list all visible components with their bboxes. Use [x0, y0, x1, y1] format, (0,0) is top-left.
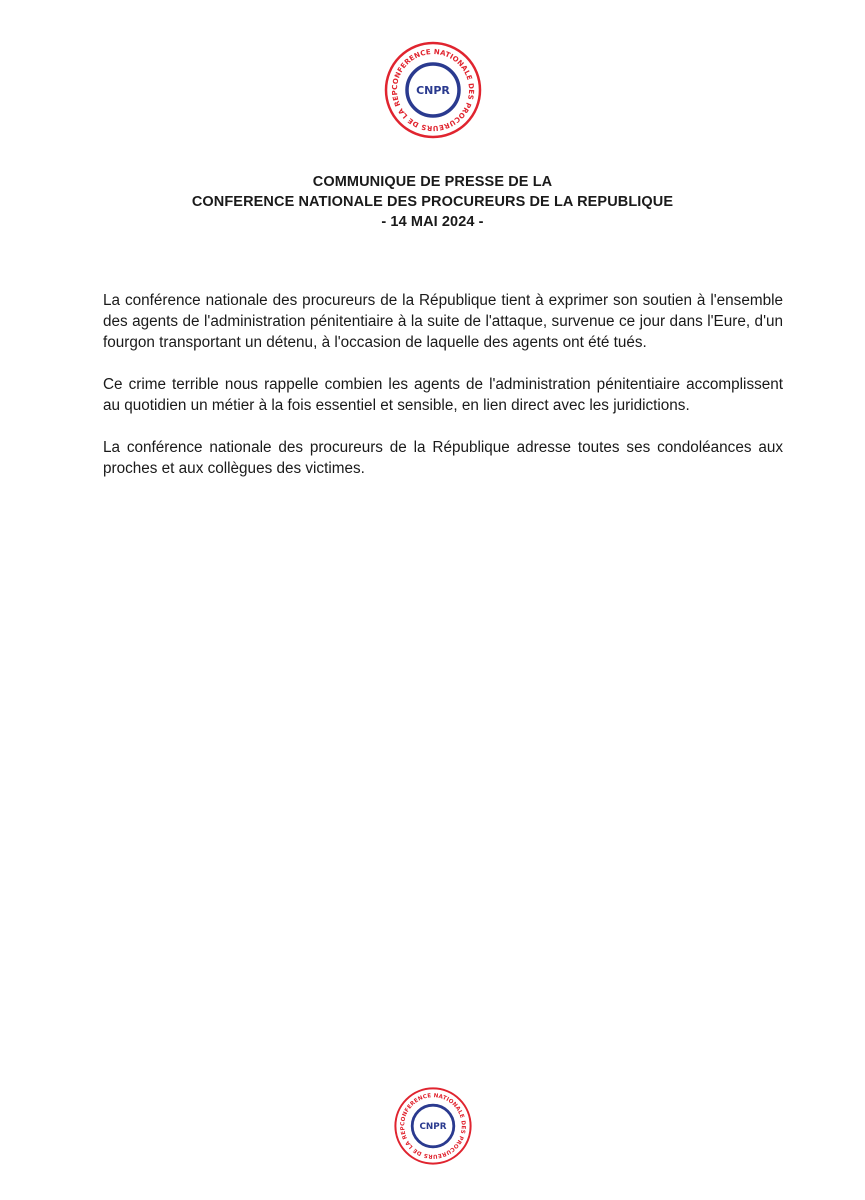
header-line-1: COMMUNIQUE DE PRESSE DE LA [312, 174, 553, 190]
cnpr-logo-bottom [393, 1086, 473, 1166]
header-date: - 14 MAI 2024 - [381, 214, 484, 230]
cnpr-abbreviation: CNPR [415, 84, 450, 97]
paragraph-3: La conférence nationale des procureurs de la République adresse toutes ses condoléances aux proches et aux collègues des victimes. [103, 439, 783, 477]
cnpr-seal-icon [383, 40, 483, 140]
cnpr-seal-icon [393, 1086, 473, 1166]
press-release-body [103, 290, 783, 500]
svg-text:CONFERENCE NATIONALE DES PROCU: CONFERENCE NATIONALE DES PROCUREURS DE LA REP [399, 1093, 466, 1159]
press-release-header [0, 172, 865, 232]
header-line-2: CONFERENCE NATIONALE DES PROCUREURS DE LA REPUBLIQUE [191, 194, 674, 210]
svg-text:CONFERENCE NATIONALE DES PROCU: CONFERENCE NATIONALE DES PROCUREURS DE LA REP [390, 47, 475, 133]
paragraph-1: La conférence nationale des procureurs de la République tient à exprimer son soutien à l'ensemble des agents de l'administration pénitentiaire à la suite de l'attaque, survenue ce jour dans l'Eure, d'un fourgon transportant un détenu, à l'occasion de laquelle des agents ont été tués. [103, 292, 783, 351]
cnpr-abbreviation-bottom: CNPR [418, 1122, 447, 1133]
cnpr-logo-top [383, 40, 483, 140]
paragraph-2: Ce crime terrible nous rappelle combien les agents de l'administration pénitentiaire accomplissent au quotidien un métier à la fois essentiel et sensible, en lien direct avec les juridictions. [103, 376, 783, 414]
